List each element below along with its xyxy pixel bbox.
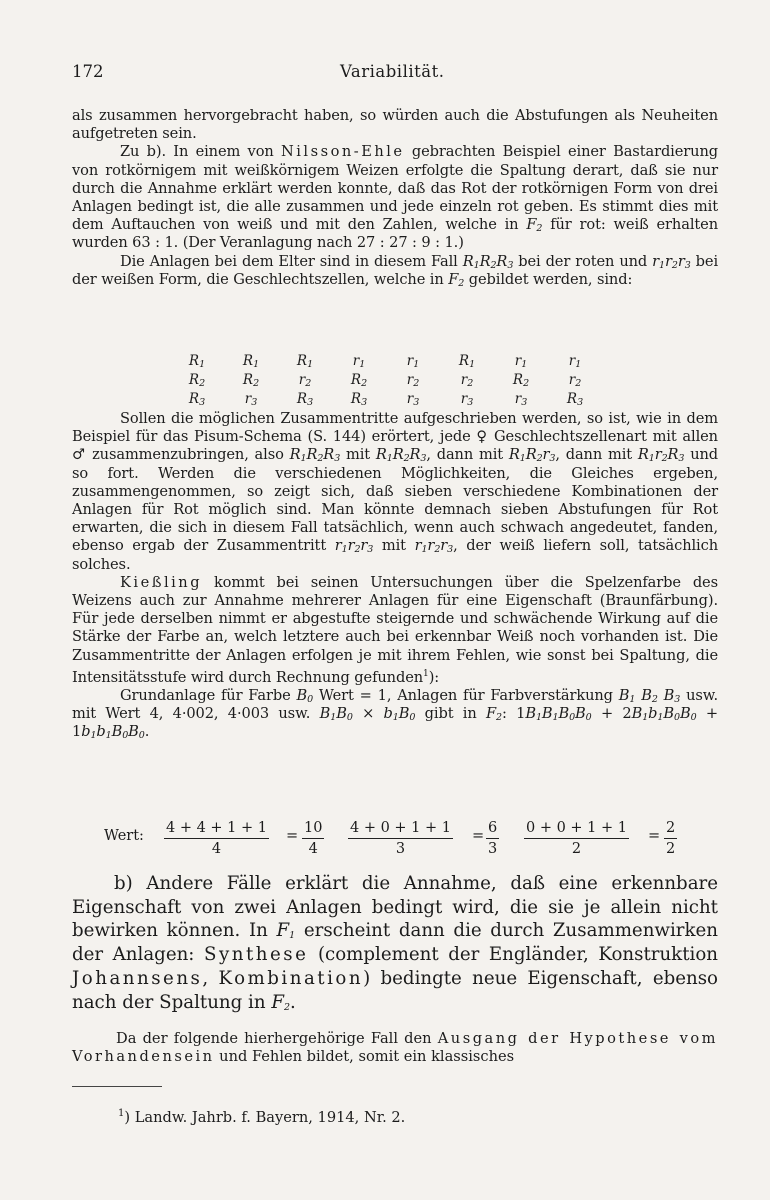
- fraction: $\frac{2}{2}$: [666, 820, 676, 857]
- fraction: $\frac{10}{4}$: [304, 820, 323, 857]
- gamete-cell: $r_1$: [352, 353, 366, 370]
- term-kombination: Kombination: [218, 967, 364, 989]
- footnote: $^1$) Landw. Jahrb. f. Bayern, 1914, Nr. 2.: [118, 1108, 406, 1126]
- formula-label: Wert:: [104, 828, 144, 844]
- footnote-divider: [72, 1086, 162, 1087]
- term-johannsens: Johannsens: [72, 967, 203, 989]
- gamete-cell: $r_2$: [568, 372, 582, 389]
- gamete-cell: $r_2$: [460, 372, 474, 389]
- gamete-cell: $r_3$: [514, 391, 528, 408]
- fraction: $\frac{4 + 0 + 1 + 1}{3}$: [350, 820, 452, 857]
- gamete-cell: $r_3$: [460, 391, 474, 408]
- female-symbol: ♀: [476, 428, 489, 446]
- gamete-cell: $R_3$: [188, 391, 206, 408]
- gamete-cell: $r_3$: [244, 391, 258, 408]
- gamete-row-3: [170, 390, 610, 409]
- male-symbol: ♂: [72, 446, 87, 464]
- gamete-cell: $R_3$: [296, 391, 314, 408]
- gamete-cell: $r_2$: [298, 372, 312, 389]
- gamete-cell: $R_3$: [566, 391, 584, 408]
- gamete-cell: $R_2$: [350, 372, 368, 389]
- author-name: Nilsson-Ehle: [281, 143, 405, 161]
- fraction: $\frac{6}{3}$: [488, 820, 498, 857]
- paragraph-anlagen: Die Anlagen bei dem Elter sind in diesem Fall $R_1R_2R_3$ bei der roten und $r_1r_2r_3$ bei der weißen Form, die Geschlechtszellen, welche in $F_2$ gebildet werden, sind:: [72, 252, 719, 289]
- gamete-row-2: [170, 371, 610, 390]
- gamete-cell: $R_2$: [242, 372, 260, 389]
- gamete-cell: $R_1$: [242, 353, 260, 370]
- gamete-cell: $r_2$: [406, 372, 420, 389]
- paragraph-continued: als zusammen hervorgebracht haben, so würden auch die Abstufungen als Neuheiten aufgetreten sein.: [72, 107, 718, 143]
- gamete-cell: $R_3$: [350, 391, 368, 408]
- term-ausgang: Ausgang der Hypothese vom Vorhandensein: [72, 1030, 719, 1066]
- fraction: $\frac{4 + 4 + 1 + 1}{4}$: [166, 820, 268, 857]
- text-block-upper: [72, 107, 718, 289]
- paragraph-andere-faelle: b) Andere Fälle erklärt die Annahme, daß eine erkennbare Eigenschaft von zwei Anlagen bedingt wird, die sie je allein nicht bewirken können. In $F_1$ erscheint dann die durch Zusammenwirken der Anlagen: Synthese (complement der Engländer, Konstruktion Johannsens, Kombination) bedingte neue Eigenschaft, ebenso nach der Spaltung in $F_2$.: [72, 873, 718, 1013]
- paragraph-ausgang: Da der folgende hierhergehörige Fall den Ausgang der Hypothese vom Vorhandensein und Fehlen bildet, somit ein klassisches: [72, 1030, 719, 1066]
- gamete-cell: $r_3$: [406, 391, 420, 408]
- term-synthese: Synthese: [204, 944, 309, 966]
- gamete-cell: $r_1$: [406, 353, 420, 370]
- value-formula: Wert: $\frac{4 + 4 + 1 + 1}{4}$ = $\frac{10}{4}$ $\frac{4 + 0 + 1 + 1}{3}$ = $\frac{6}{3}$ $\frac{0 + 0 + 1 + 1}{2}$ = $\frac{2}{2}$: [104, 820, 676, 857]
- page-number: 172: [72, 62, 104, 81]
- gamete-cell: $R_2$: [512, 372, 530, 389]
- paragraph-grundanlage: Grundanlage für Farbe $B_0$ Wert = 1, Anlagen für Farbverstärkung $B_1$ $B_2$ $B_3$ usw. mit Wert 4, 4·002, 4·003 usw. $B_1B_0 \times b_1B_0$ gibt in $F_2$: $1B_1B_1B_0B_0 + 2B_1b_1B_0B_0 + 1b_1b_1B_0B_0$.: [72, 686, 718, 742]
- gamete-row-1: [170, 352, 610, 371]
- paragraph-zusammentritte: Sollen die möglichen Zusammentritte aufgeschrieben werden, so ist, wie in dem Beispiel für das Pisum-Schema (S. 144) erörtert, jede ♀ Geschlechtszellenart mit allen ♂ zusammenzubringen, also $R_1R_2R_3$ mit $R_1R_2R_3$, dann mit $R_1R_2r_3$, dann mit $R_1r_2R_3$ und so fort. Werden die verschiedenen Möglichkeiten, die Gleiches ergeben, zusammengenommen, so zeigt sich, daß sieben verschiedene Kombinationen der Anlagen für Rot möglich sind. Man könnte demnach sieben Abstufungen für Rot erwarten, die sich in diesem Fall tatsächlich, wenn auch schwach angedeutet, fanden, ebenso ergab der Zusammentritt $r_1r_2r_3$ mit $r_1r_2r_3$, der weiß liefern soll, tatsächlich solches.: [72, 410, 719, 573]
- gamete-cell: $R_1$: [296, 353, 314, 370]
- text-block-lower: [72, 410, 718, 742]
- paragraph-nilsson-ehle: Zu b). In einem von Nilsson-Ehle gebrachten Beispiel einer Bastardierung von rotkörnigem mit weißkörnigem Weizen erfolgte die Spaltung derart, daß sie nur durch die Annahme erklärt werden konnte, daß das Rot der rotkörnigen Form von drei Anlagen bedingt ist, die alle zusammen und jede einzeln rot geben. Es stimmt dies mit dem Auftauchen von weiß und mit den Zahlen, welche in $F_2$ für rot: weiß erhalten wurden 63 : 1. (Der Veranlagung nach 27 : 27 : 9 : 1.): [72, 143, 719, 252]
- running-title: Variabilität.: [340, 62, 445, 81]
- fraction: $\frac{0 + 0 + 1 + 1}{2}$: [526, 820, 628, 857]
- author-name: Kießling: [120, 573, 203, 591]
- gamete-cell: $R_2$: [188, 372, 206, 389]
- footnote-reference: 1: [423, 668, 429, 679]
- gamete-cell: $r_1$: [568, 353, 582, 370]
- gamete-cell: $R_1$: [188, 353, 206, 370]
- gamete-cell: $r_1$: [514, 353, 528, 370]
- gamete-cell: $R_1$: [458, 353, 476, 370]
- gamete-table: [170, 352, 610, 409]
- paragraph-kiessling: Kießling kommt bei seinen Untersuchungen über die Spelzenfarbe des Weizens auch zur Annahme mehrerer Anlagen für eine Eigenschaft (Braunfärbung). Für jede derselben nimmt er abgestufte steigernde und schwächende Wirkung auf die Stärke der Farbe an, welch letztere auch bei erkennbar Weiß noch vorhanden ist. Die Zusammentritte der Anlagen erfolgen je mit ihrem Fehlen, wie sonst bei Spaltung, die Intensitätsstufe wird durch Rechnung gefunden$^1$):: [72, 573, 718, 686]
- page-header: [72, 62, 718, 92]
